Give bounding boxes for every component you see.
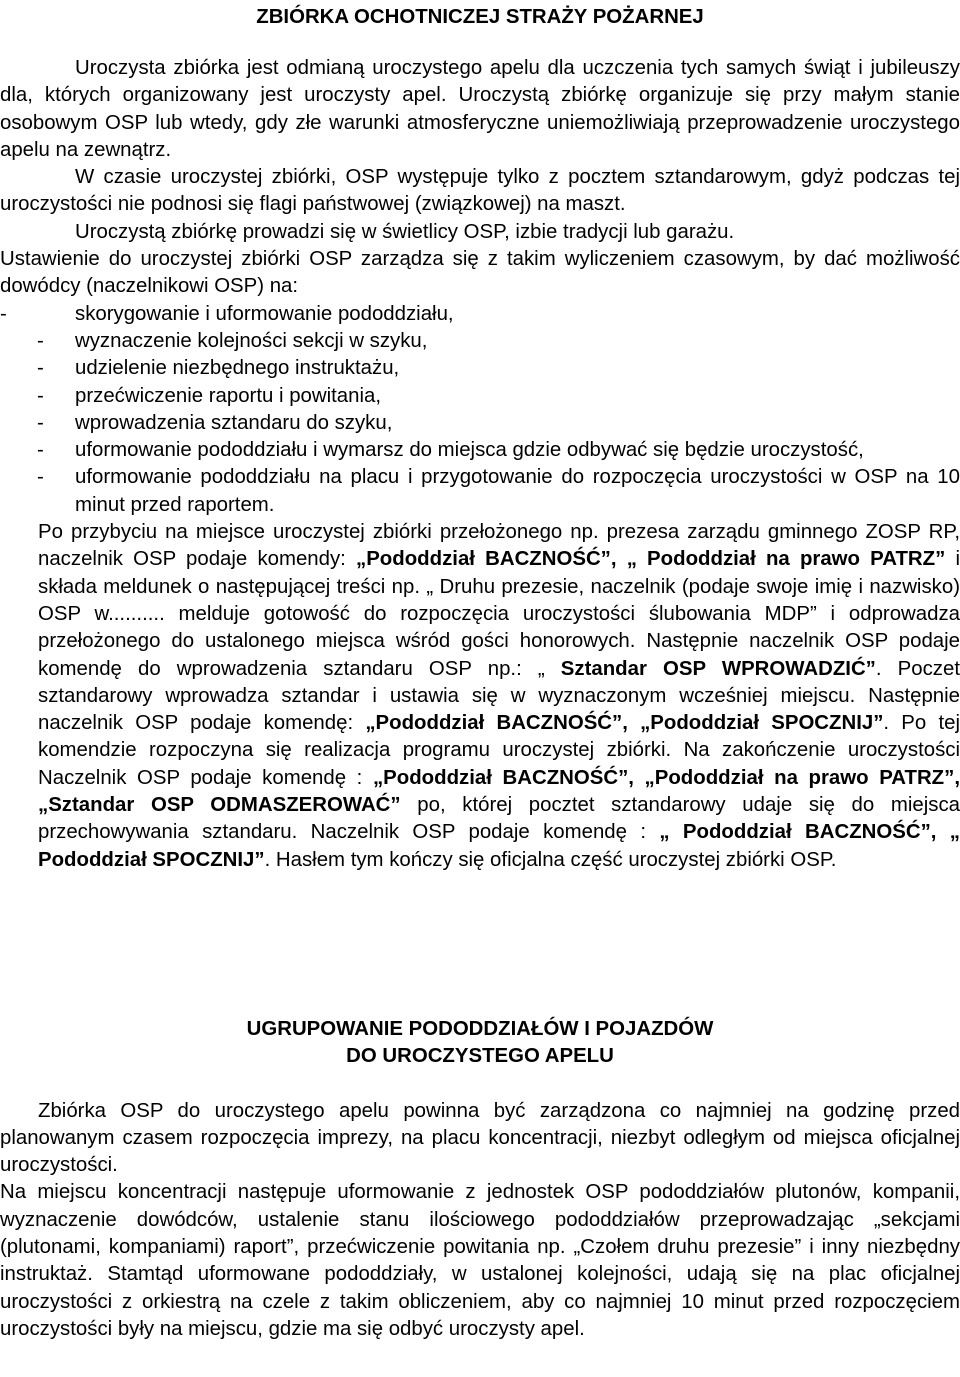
section-heading-line-1: UGRUPOWANIE PODODDZIAŁÓW I POJAZDÓW xyxy=(246,1018,714,1040)
list-item xyxy=(0,437,960,464)
ceremony-text-3: . Poczet sztandarowy wprowadza sztandar i ustawia się w wyznaczonym wcześniej miejscu. Następnie naczelnik OSP podaje komendę: xyxy=(38,657,960,735)
command-attention-eyes-right: „Pododdział BACZNOŚĆ”, „ Pododdział na prawo PATRZ” xyxy=(356,548,946,571)
ceremony-paragraph xyxy=(0,519,960,874)
list-item-text: wprowadzenia sztandaru do szyku, xyxy=(75,411,393,434)
ceremony-text-4: . Po tej komendzie rozpoczyna się realizacja programu uroczystej zbiórki. Na zakończenie uroczystości Naczelnik OSP podaje komendę : xyxy=(38,712,960,789)
command-final: „ Pododdział BACZNOŚĆ”, „ Pododdział SPOCZNIJ” xyxy=(38,821,960,871)
paragraph-poczet: W czasie uroczystej zbiórki, OSP występuje tylko z pocztem sztandarowym, gdyż podczas tej uroczystości nie podnosi się flagi państwowej (związkowej) na maszt. xyxy=(0,166,960,216)
list-item xyxy=(0,301,960,328)
list-item-text: skorygowanie i uformowanie pododdziału, xyxy=(75,302,454,325)
list-dash: - xyxy=(37,357,44,380)
ceremony-text-5: po, której pocztet sztandarowy udaje się do miejsca przechowywania sztandaru. Naczelnik OSP podaje komendę : xyxy=(38,794,960,844)
list-item-text: wyznaczenie kolejności sekcji w szyku, xyxy=(75,329,428,352)
intro-paragraph: Uroczysta zbiórka jest odmianą uroczystego apelu dla uczczenia tych samych świąt i jubileuszy dla, których organizowany jest uroczysty apel. Uroczystą zbiórkę organizuje się przy małym stanie osobowym OSP lub wtedy, gdy złe warunki atmosferyczne uniemożliwiają przeprowadzenie uroczystego apelu na zewnątrz. xyxy=(0,57,960,161)
section-2-paragraph-2: Na miejscu koncentracji następuje uformowanie z jednostek OSP pododdziałów plutonów, kompanii, wyznaczenie dowódców, ustalenie stanu ilościowego pododdziałów przeprowadzając „sekcjami (plutonami, kompaniami) raport”, przećwiczenie powitania np. „Czołem druhu prezesie” i inny niezbędny instruktaż. Stamtąd uformowane pododdziały, w ustalonej kolejności, udają się na plac oficjalnej uroczystości z orkiestrą na czele z takim obliczeniem, aby co najmniej 10 minut przed rozpoczęciem uroczystości były na miejscu, gdzie ma się odbyć uroczysty apel. xyxy=(0,1181,960,1340)
list-item-text: uformowanie pododdziału na placu i przygotowanie do rozpoczęcia uroczystości w OSP na 10 minut przed raportem. xyxy=(75,466,960,516)
document-title: ZBIÓRKA OCHOTNICZEJ STRAŻY POŻARNEJ xyxy=(256,6,704,28)
list-dash: - xyxy=(37,411,44,434)
command-attention-at-ease: „Pododdział BACZNOŚĆ”, „Pododdział SPOCZNIJ” xyxy=(365,712,884,735)
section-1 xyxy=(0,55,960,874)
command-banner-out: „Pododdział BACZNOŚĆ”, „Pododdział na prawo PATRZ”, „Sztandar OSP ODMASZEROWAĆ” xyxy=(38,766,960,817)
ceremony-text-1: Po przybyciu na miejsce uroczystej zbiórki przełożonego np. prezesa zarządu gminnego ZOSP RP, naczelnik OSP podaje komendy: xyxy=(38,521,960,571)
list-dash: - xyxy=(37,329,44,352)
list-dash: - xyxy=(37,439,44,462)
list-item xyxy=(0,328,960,355)
list-item-text: udzielenie niezbędnego instruktażu, xyxy=(75,357,400,380)
list-dash: - xyxy=(37,384,44,407)
ceremony-text-2: i składa meldunek o następującej treści np. „ Druhu prezesie, naczelnik (podaje swoje imię i nazwisko) OSP w.......... melduje gotowość do rozpoczęcia uroczystości ślubowania MDP” i odprowadza przełożonego do ustalonego miejsca wśród gości honorowych. Następnie naczelnik OSP podaje komendę do wprowadzenia sztandaru OSP np.: „ xyxy=(38,548,960,680)
list-item xyxy=(0,464,960,519)
section-2-paragraph-1: Zbiórka OSP do uroczystego apelu powinna być zarządzona co najmniej na godzinę przed planowanym czasem rozpoczęcia imprezy, na placu koncentracji, niezbyt odległym od miejsca oficjalnej uroczystości. xyxy=(0,1099,960,1177)
ceremony-text-6: . Hasłem tym kończy się oficjalna część uroczystej zbiórki OSP. xyxy=(264,848,837,871)
list-item xyxy=(0,355,960,382)
list-item xyxy=(0,383,960,410)
command-banner-in: Sztandar OSP WPROWADZIĆ” xyxy=(560,657,876,680)
section-heading-line-2: DO UROCZYSTEGO APELU xyxy=(346,1045,614,1068)
task-list xyxy=(0,301,960,519)
section-2 xyxy=(0,1016,960,1343)
list-dash: - xyxy=(37,466,44,489)
paragraph-setup: Ustawienie do uroczystej zbiórki OSP zarządza się z takim wyliczeniem czasowym, by dać możliwość dowódcy (naczelnikowi OSP) na: xyxy=(0,248,960,298)
list-item xyxy=(0,410,960,437)
list-dash: - xyxy=(0,302,7,325)
list-item-text: uformowanie pododdziału i wymarsz do miejsca gdzie odbywać się będzie uroczystość, xyxy=(75,439,864,462)
paragraph-location: Uroczystą zbiórkę prowadzi się w świetlicy OSP, izbie tradycji lub garażu. xyxy=(75,220,735,243)
list-item-text: przećwiczenie raportu i powitania, xyxy=(75,384,382,407)
